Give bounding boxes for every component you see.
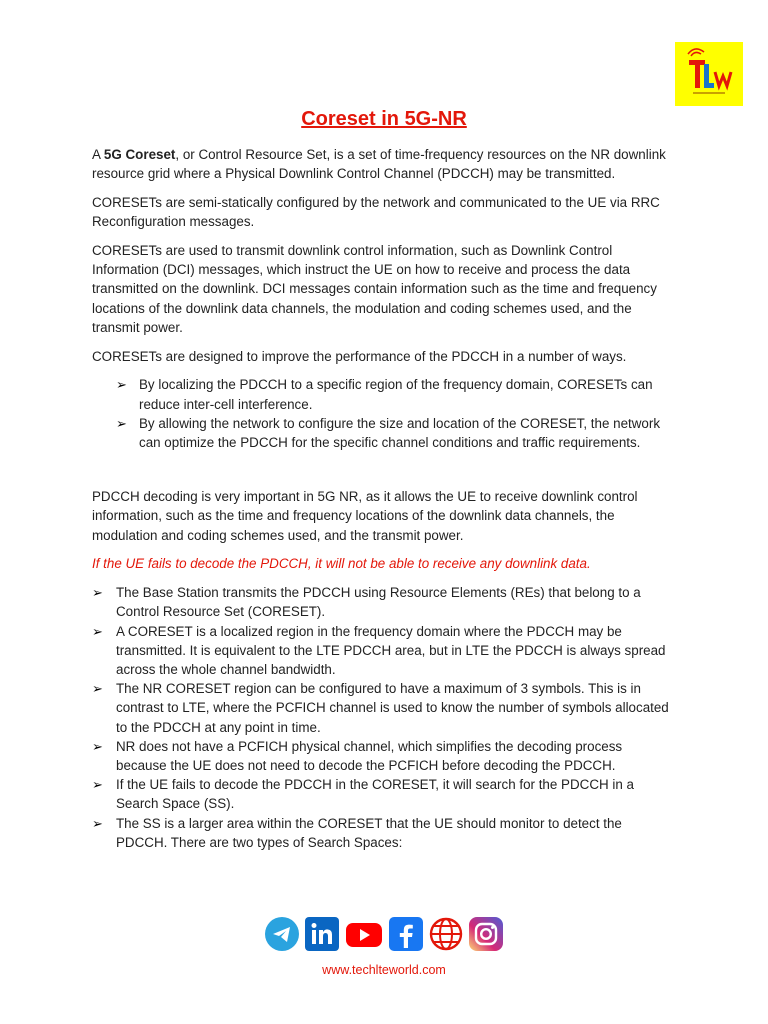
list-item-text: If the UE fails to decode the PDCCH in the CORESET, it will search for the PDCCH in a Search Space (SS). xyxy=(116,777,634,812)
list-item xyxy=(92,814,672,852)
highlight-note: If the UE fails to decode the PDCCH, it will not be able to receive any downlink data. xyxy=(92,556,591,572)
bullet-list xyxy=(92,583,672,852)
logo-graphic xyxy=(675,42,743,106)
arrow-bullet-icon: ➢ xyxy=(92,777,103,793)
list-item xyxy=(92,622,672,680)
intro-paragraph xyxy=(92,145,672,183)
facebook-icon[interactable] xyxy=(389,917,423,951)
arrow-bullet-icon: ➢ xyxy=(92,815,103,831)
paragraph: CORESETs are semi-statically configured by the network and communicated to the UE via RRC Reconfiguration messages. xyxy=(92,195,660,230)
page-title: Coreset in 5G-NR xyxy=(301,108,467,130)
spacer xyxy=(92,460,672,487)
list-item-text: By localizing the PDCCH to a specific region of the frequency domain, CORESETs can reduce inter-cell interference. xyxy=(139,377,653,412)
list-item-text: NR does not have a PCFICH physical channel, which simplifies the decoding process because the UE does not need to decode the PCFICH before decoding the PDCCH. xyxy=(116,738,623,774)
list-item xyxy=(92,737,672,775)
list-item-text: A CORESET is a localized region in the frequency domain where the PDCCH may be transmitted. It is equivalent to the LTE PDCCH area, but in LTE the PDCCH is always spread across the whole channel bandwidth. xyxy=(116,623,666,678)
arrow-bullet-icon: ➢ xyxy=(116,415,127,431)
website-link[interactable]: www.techlteworld.com xyxy=(322,963,446,977)
list-item xyxy=(92,775,672,813)
techlteworld-logo xyxy=(675,42,743,106)
document-body xyxy=(92,145,672,860)
paragraph: CORESETs are used to transmit downlink control information, such as Downlink Control Information (DCI) messages, which instruct the UE on how to receive and process the data transmitted on the downlink. DCI messages contain information such as the time and frequency locations of the downlink data channels, the modulation and coding schemes used, and the transmit power. xyxy=(92,243,657,335)
arrow-bullet-icon: ➢ xyxy=(92,681,103,697)
intro-text-start: A xyxy=(92,147,104,162)
list-item-text: By allowing the network to configure the size and location of the CORESET, the network can optimize the PDCCH for the specific channel conditions and traffic requirements. xyxy=(139,415,661,451)
list-item xyxy=(92,375,672,413)
list-item-text: The SS is a larger area within the CORESET that the UE should monitor to detect the PDCCH. There are two types of Search Spaces: xyxy=(116,815,622,850)
arrow-bullet-icon: ➢ xyxy=(116,377,127,393)
telegram-icon[interactable] xyxy=(265,917,299,951)
list-item xyxy=(92,583,672,621)
list-item-text: The Base Station transmits the PDCCH using Resource Elements (REs) that belong to a Control Resource Set (CORESET). xyxy=(116,585,641,620)
globe-icon[interactable] xyxy=(429,917,463,951)
bullet-list xyxy=(92,375,672,452)
intro-bold-term: 5G Coreset xyxy=(103,147,176,162)
list-item xyxy=(92,679,672,737)
arrow-bullet-icon: ➢ xyxy=(92,738,103,754)
paragraph: PDCCH decoding is very important in 5G NR, as it allows the UE to receive downlink control information, such as the time and frequency locations of the downlink data channels, the modulation and coding schemes used, and the transmit power. xyxy=(92,489,638,543)
social-icons-row xyxy=(0,917,768,951)
list-item-text: The NR CORESET region can be configured to have a maximum of 3 symbols. This is in contrast to LTE, where the PCFICH channel is used to know the number of symbols allocated to the PDCCH at any point in time. xyxy=(116,681,669,735)
paragraph: CORESETs are designed to improve the performance of the PDCCH in a number of ways. xyxy=(92,348,627,364)
youtube-icon[interactable] xyxy=(345,917,383,951)
linkedin-icon[interactable] xyxy=(305,917,339,951)
arrow-bullet-icon: ➢ xyxy=(92,623,103,639)
arrow-bullet-icon: ➢ xyxy=(92,585,103,601)
intro-text-rest: , or Control Resource Set, is a set of time-frequency resources on the NR downlink resource grid where a Physical Downlink Control Channel (PDCCH) may be transmitted. xyxy=(92,147,666,182)
list-item xyxy=(92,414,672,452)
instagram-icon[interactable] xyxy=(469,917,503,951)
